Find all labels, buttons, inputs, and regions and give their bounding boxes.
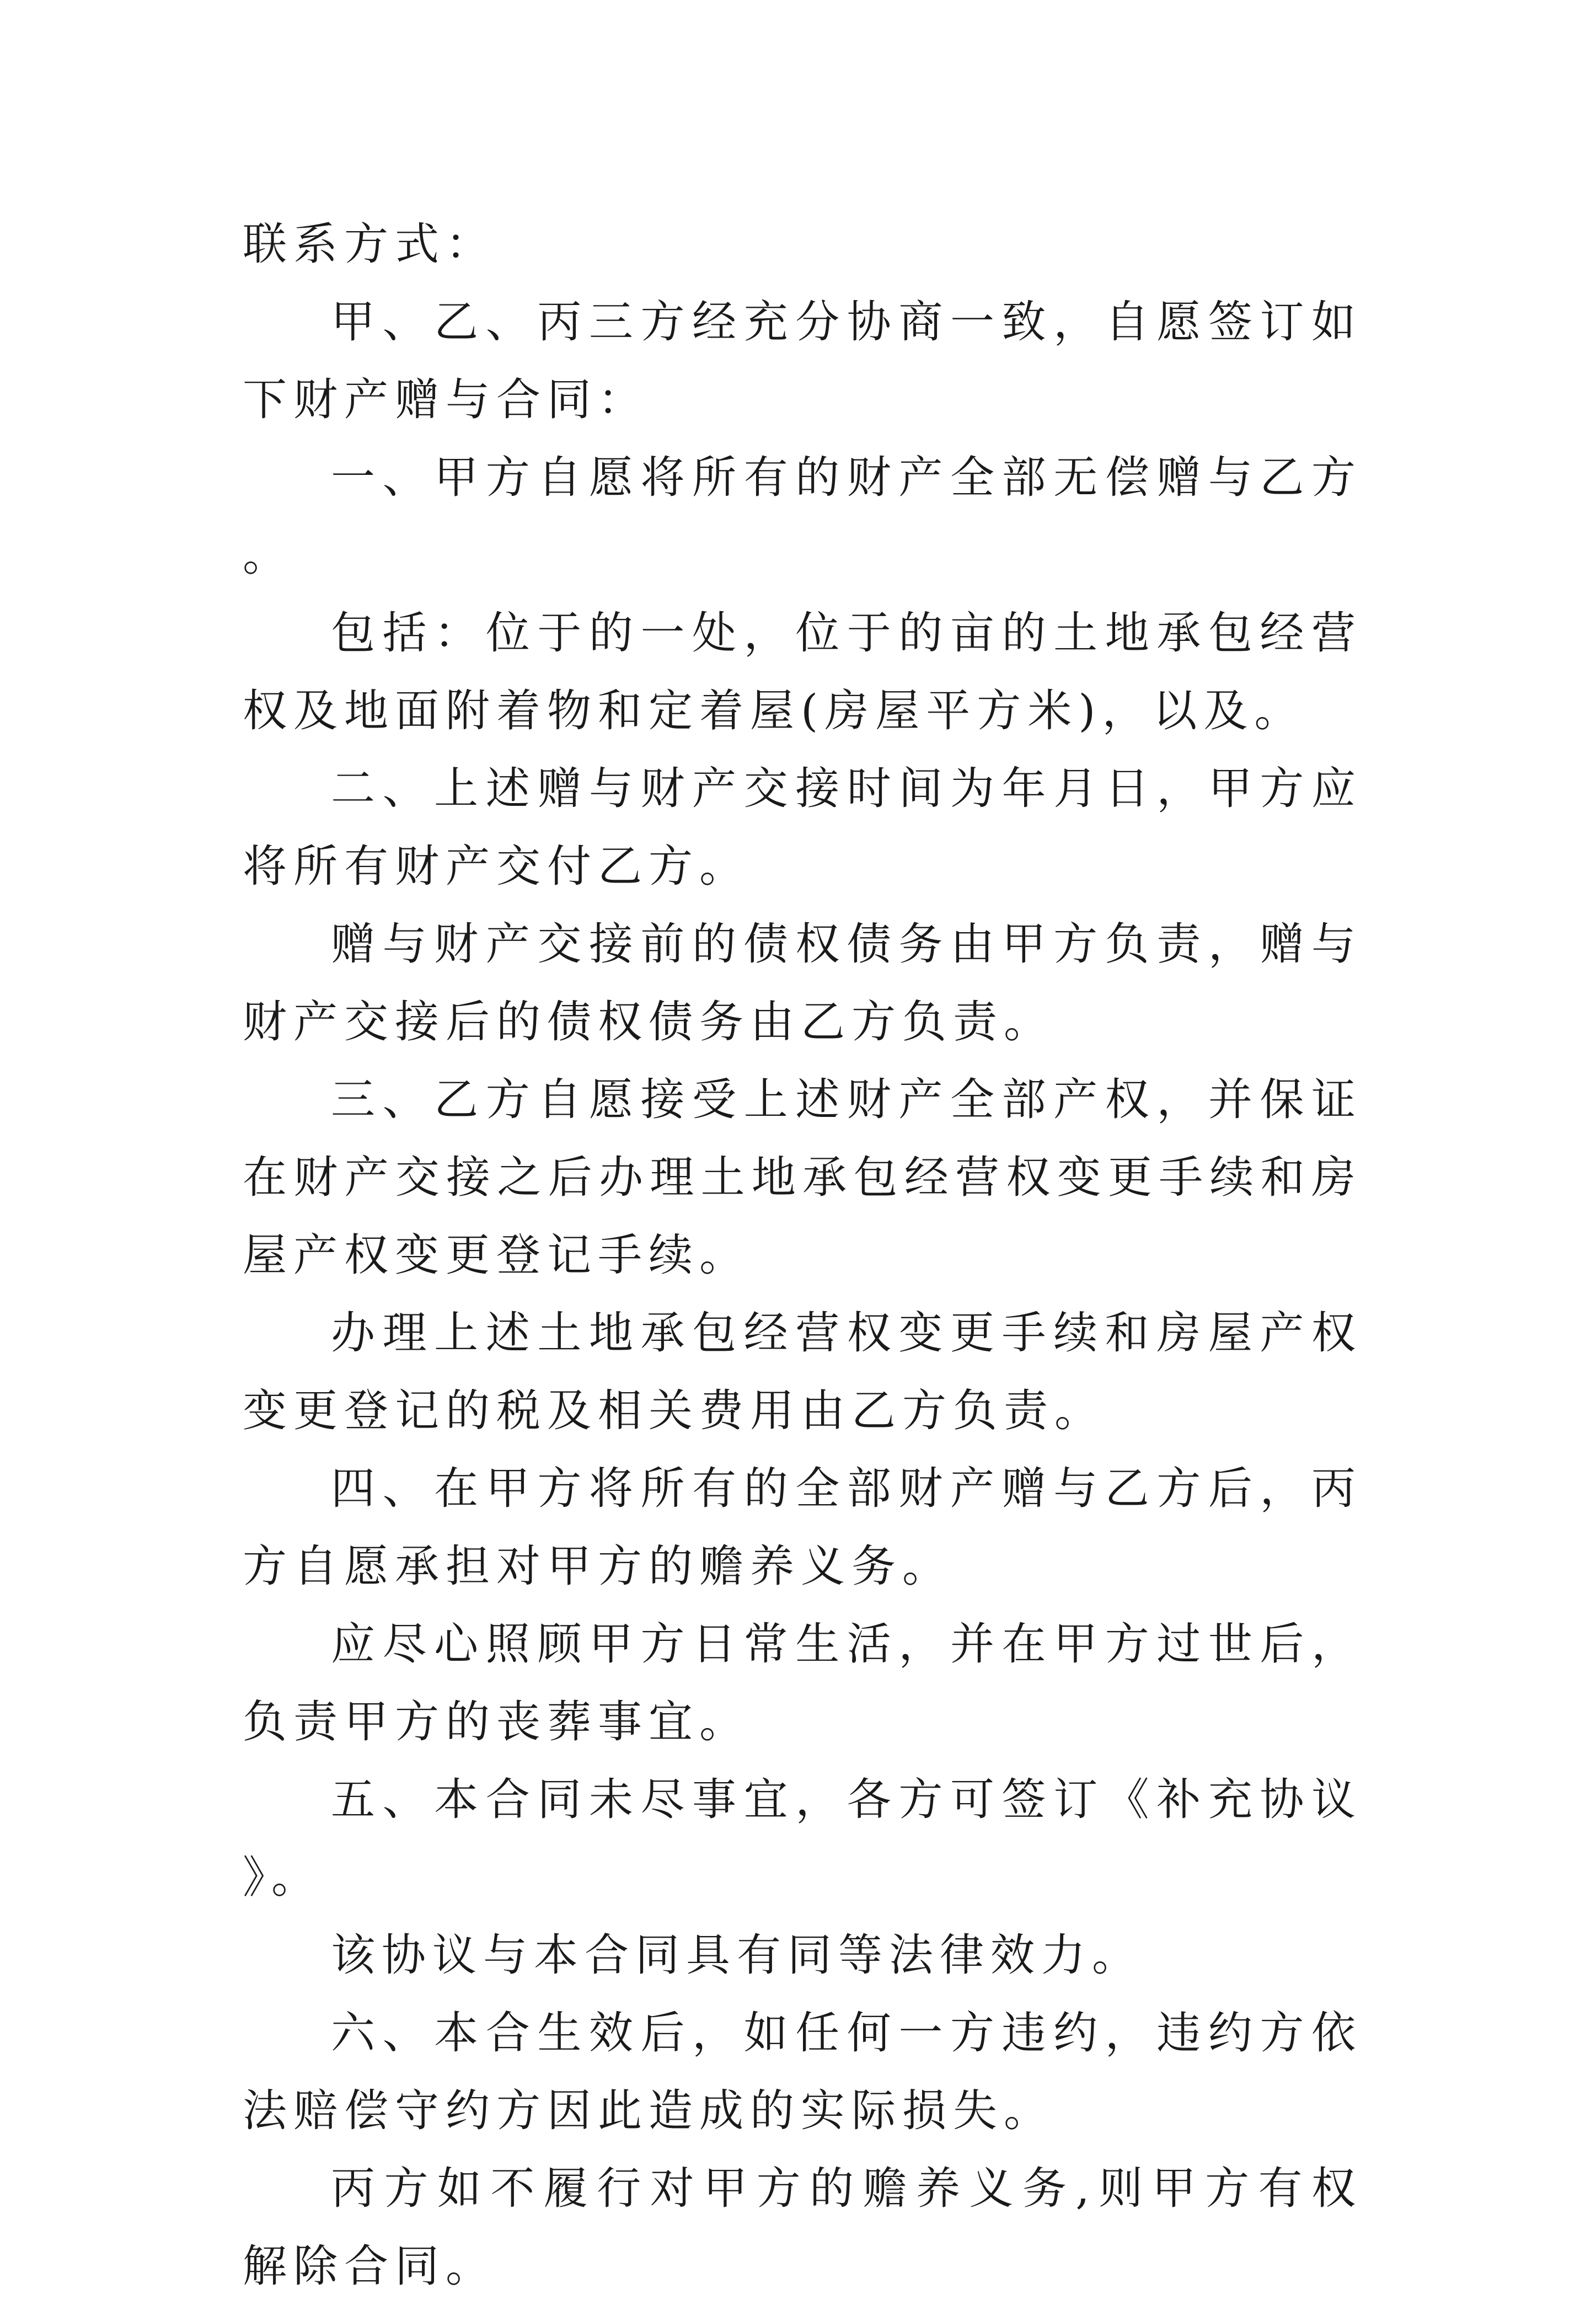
- paragraph-clause-6-detail: 丙方如不履行对甲方的赡养义务,则甲方有权解除合同。: [243, 2163, 1362, 2292]
- paragraph-clause-6: 六、本合生效后，如任何一方违约，违约方依法赔偿守约方因此造成的实际损失。: [243, 2007, 1362, 2136]
- paragraph-clause-5-detail: 该协议与本合同具有同等法律效力。: [331, 1929, 1143, 1981]
- paragraph-clause-4: 四、在甲方将所有的全部财产赠与乙方后，丙方自愿承担对甲方的赡养义务。: [243, 1463, 1362, 1592]
- paragraph-intro: 甲、乙、丙三方经充分协商一致，自愿签订如下财产赠与合同：: [243, 296, 1362, 425]
- paragraph-clause-4-detail: 应尽心照顾甲方日常生活，并在甲方过世后，负责甲方的丧葬事宜。: [243, 1618, 1362, 1747]
- paragraph-clause-5: 五、本合同未尽事宜，各方可签订《补充协议》。: [243, 1774, 1362, 1903]
- paragraph-clause-1-detail: 包括：位于的一处，位于的亩的土地承包经营权及地面附着物和定着屋(房屋平方米)，以及。: [243, 607, 1362, 736]
- document-body: [243, 205, 1362, 2305]
- paragraph-clause-3: 三、乙方自愿接受上述财产全部产权，并保证在财产交接之后办理土地承包经营权变更手续和房屋产权变更登记手续。: [243, 1074, 1362, 1281]
- paragraph-clause-3-detail: 办理上述土地承包经营权变更手续和房屋产权变更登记的税及相关费用由乙方负责。: [243, 1307, 1362, 1436]
- paragraph-clause-2: 二、上述赠与财产交接时间为年月日，甲方应将所有财产交付乙方。: [243, 763, 1362, 892]
- paragraph-contact: 联系方式：: [243, 218, 496, 270]
- paragraph-clause-2-detail: 赠与财产交接前的债权债务由甲方负责，赠与财产交接后的债权债务由乙方负责。: [243, 918, 1362, 1047]
- paragraph-clause-1: 一、甲方自愿将所有的财产全部无偿赠与乙方。: [243, 452, 1362, 581]
